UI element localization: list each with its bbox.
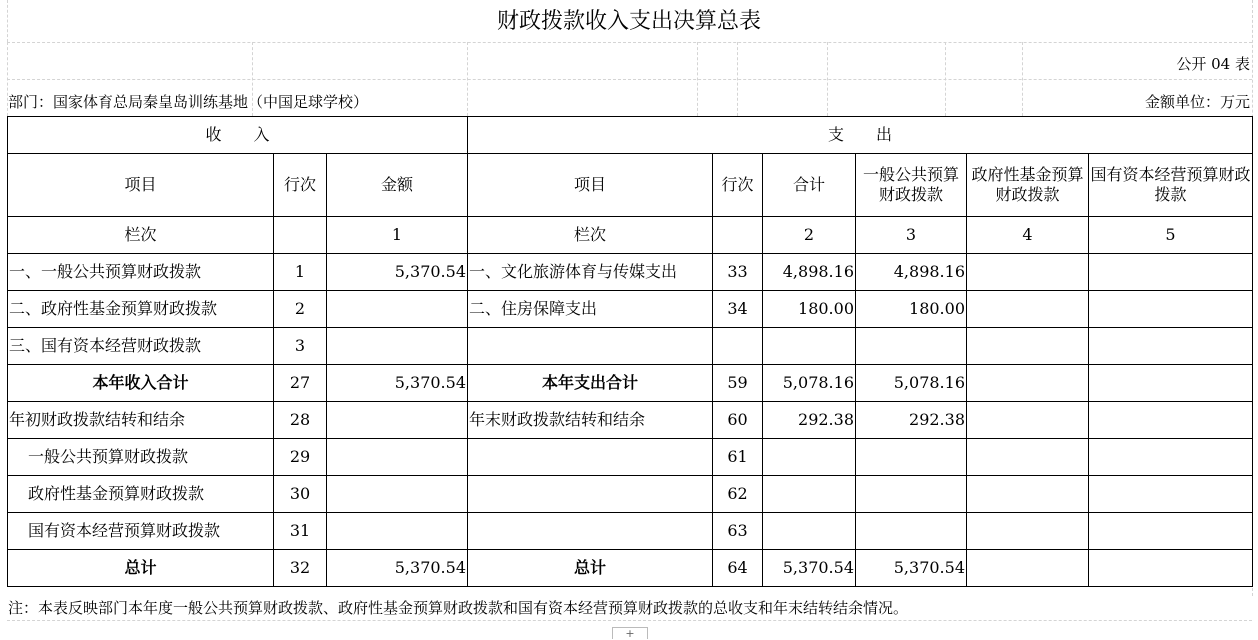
income-rowno-header: 行次 [274,154,327,217]
state-capital-amount [1089,476,1253,513]
column-header-row [8,154,1253,217]
column-number: 1 [327,217,468,254]
income-item: 政府性基金预算财政拨款 [8,476,274,513]
state-capital-amount [1089,328,1253,365]
expense-row-no: 64 [713,550,763,587]
state-capital-amount [1089,254,1253,291]
expense-total: 292.38 [763,402,856,439]
table-row [8,402,1253,439]
column-number: 3 [856,217,967,254]
fund-budget-amount [967,550,1089,587]
income-row-no: 31 [274,513,327,550]
expense-total [763,513,856,550]
expense-item [468,476,713,513]
table-note: 注：本表反映部门本年度一般公共预算财政拨款、政府性基金预算财政拨款和国有资本经营预算财政拨款的总收支和年末结转结余情况。 [8,599,909,617]
expense-row-no: 63 [713,513,763,550]
state-capital-amount [1089,513,1253,550]
expense-item: 总计 [468,550,713,587]
income-section-header: 收 入 [8,117,468,154]
empty-cell [274,217,327,254]
section-header-row [8,117,1253,154]
column-number-row [8,217,1253,254]
fund-budget-amount [967,328,1089,365]
expense-item: 本年支出合计 [468,365,713,402]
expense-row-no: 61 [713,439,763,476]
expense-row-no: 33 [713,254,763,291]
expense-row-no: 34 [713,291,763,328]
fund-budget-amount [967,513,1089,550]
form-number: 公开 04 表 [1176,55,1250,73]
table-row [8,365,1253,402]
expense-section-header: 支 出 [468,117,1253,154]
income-amount [327,291,468,328]
unit-label: 金额单位：万元 [1144,93,1250,111]
income-item: 二、政府性基金预算财政拨款 [8,291,274,328]
income-item: 三、国有资本经营财政拨款 [8,328,274,365]
expense-column-label: 栏次 [468,217,713,254]
income-row-no: 2 [274,291,327,328]
expense-row-no: 59 [713,365,763,402]
state-capital-amount [1089,439,1253,476]
income-amount [327,439,468,476]
expense-row-no: 60 [713,402,763,439]
expense-item [468,513,713,550]
general-budget-amount [856,328,967,365]
general-budget-amount: 180.00 [856,291,967,328]
expense-total [763,328,856,365]
state-capital-header: 国有资本经营预算财政拨款 [1089,154,1253,217]
column-number: 5 [1089,217,1253,254]
table-row [8,513,1253,550]
income-amount: 5,370.54 [327,254,468,291]
expense-total: 5,078.16 [763,365,856,402]
fund-budget-amount [967,476,1089,513]
income-row-no: 1 [274,254,327,291]
income-amount: 5,370.54 [327,365,468,402]
report-title: 财政拨款收入支出决算总表 [496,9,761,34]
expense-total [763,439,856,476]
income-item: 一般公共预算财政拨款 [8,439,274,476]
fund-budget-amount [967,254,1089,291]
income-amount [327,513,468,550]
expense-item [468,439,713,476]
expense-item: 一、文化旅游体育与传媒支出 [468,254,713,291]
income-row-no: 32 [274,550,327,587]
state-capital-amount [1089,291,1253,328]
fund-budget-amount [967,365,1089,402]
state-capital-amount [1089,550,1253,587]
expense-rowno-header: 行次 [713,154,763,217]
table-row [8,328,1253,365]
expense-item: 二、住房保障支出 [468,291,713,328]
fund-budget-amount [967,291,1089,328]
income-row-no: 28 [274,402,327,439]
income-amount [327,328,468,365]
income-item: 总计 [8,550,274,587]
table-row [8,439,1253,476]
expense-total: 4,898.16 [763,254,856,291]
state-capital-amount [1089,402,1253,439]
expense-row-no: 62 [713,476,763,513]
fund-budget-header: 政府性基金预算财政拨款 [967,154,1089,217]
table-row [8,254,1253,291]
column-number: 4 [967,217,1089,254]
fund-budget-amount [967,402,1089,439]
income-amount: 5,370.54 [327,550,468,587]
general-budget-amount: 4,898.16 [856,254,967,291]
income-amount-header: 金额 [327,154,468,217]
expense-row-no [713,328,763,365]
general-budget-amount [856,439,967,476]
general-budget-header: 一般公共预算财政拨款 [856,154,967,217]
income-item: 一、一般公共预算财政拨款 [8,254,274,291]
income-item: 本年收入合计 [8,365,274,402]
table-row [8,550,1253,587]
income-column-label: 栏次 [8,217,274,254]
department-label: 部门：国家体育总局秦皇岛训练基地（中国足球学校） [8,93,369,111]
expense-item [468,328,713,365]
general-budget-amount [856,513,967,550]
general-budget-amount: 5,370.54 [856,550,967,587]
state-capital-amount [1089,365,1253,402]
expense-item-header: 项目 [468,154,713,217]
expense-total: 5,370.54 [763,550,856,587]
fund-budget-amount [967,439,1089,476]
income-amount [327,402,468,439]
column-number: 2 [763,217,856,254]
expense-total: 180.00 [763,291,856,328]
income-amount [327,476,468,513]
income-row-no: 29 [274,439,327,476]
general-budget-amount [856,476,967,513]
income-item-header: 项目 [8,154,274,217]
expense-total [763,476,856,513]
income-row-no: 30 [274,476,327,513]
table-row [8,291,1253,328]
add-sheet-tab[interactable]: + [612,627,648,639]
income-item: 国有资本经营预算财政拨款 [8,513,274,550]
table-row [8,476,1253,513]
expense-item: 年末财政拨款结转和结余 [468,402,713,439]
income-row-no: 3 [274,328,327,365]
general-budget-amount: 292.38 [856,402,967,439]
income-row-no: 27 [274,365,327,402]
general-budget-amount: 5,078.16 [856,365,967,402]
expense-total-header: 合计 [763,154,856,217]
fiscal-table [7,116,1253,587]
income-item: 年初财政拨款结转和结余 [8,402,274,439]
empty-cell [713,217,763,254]
